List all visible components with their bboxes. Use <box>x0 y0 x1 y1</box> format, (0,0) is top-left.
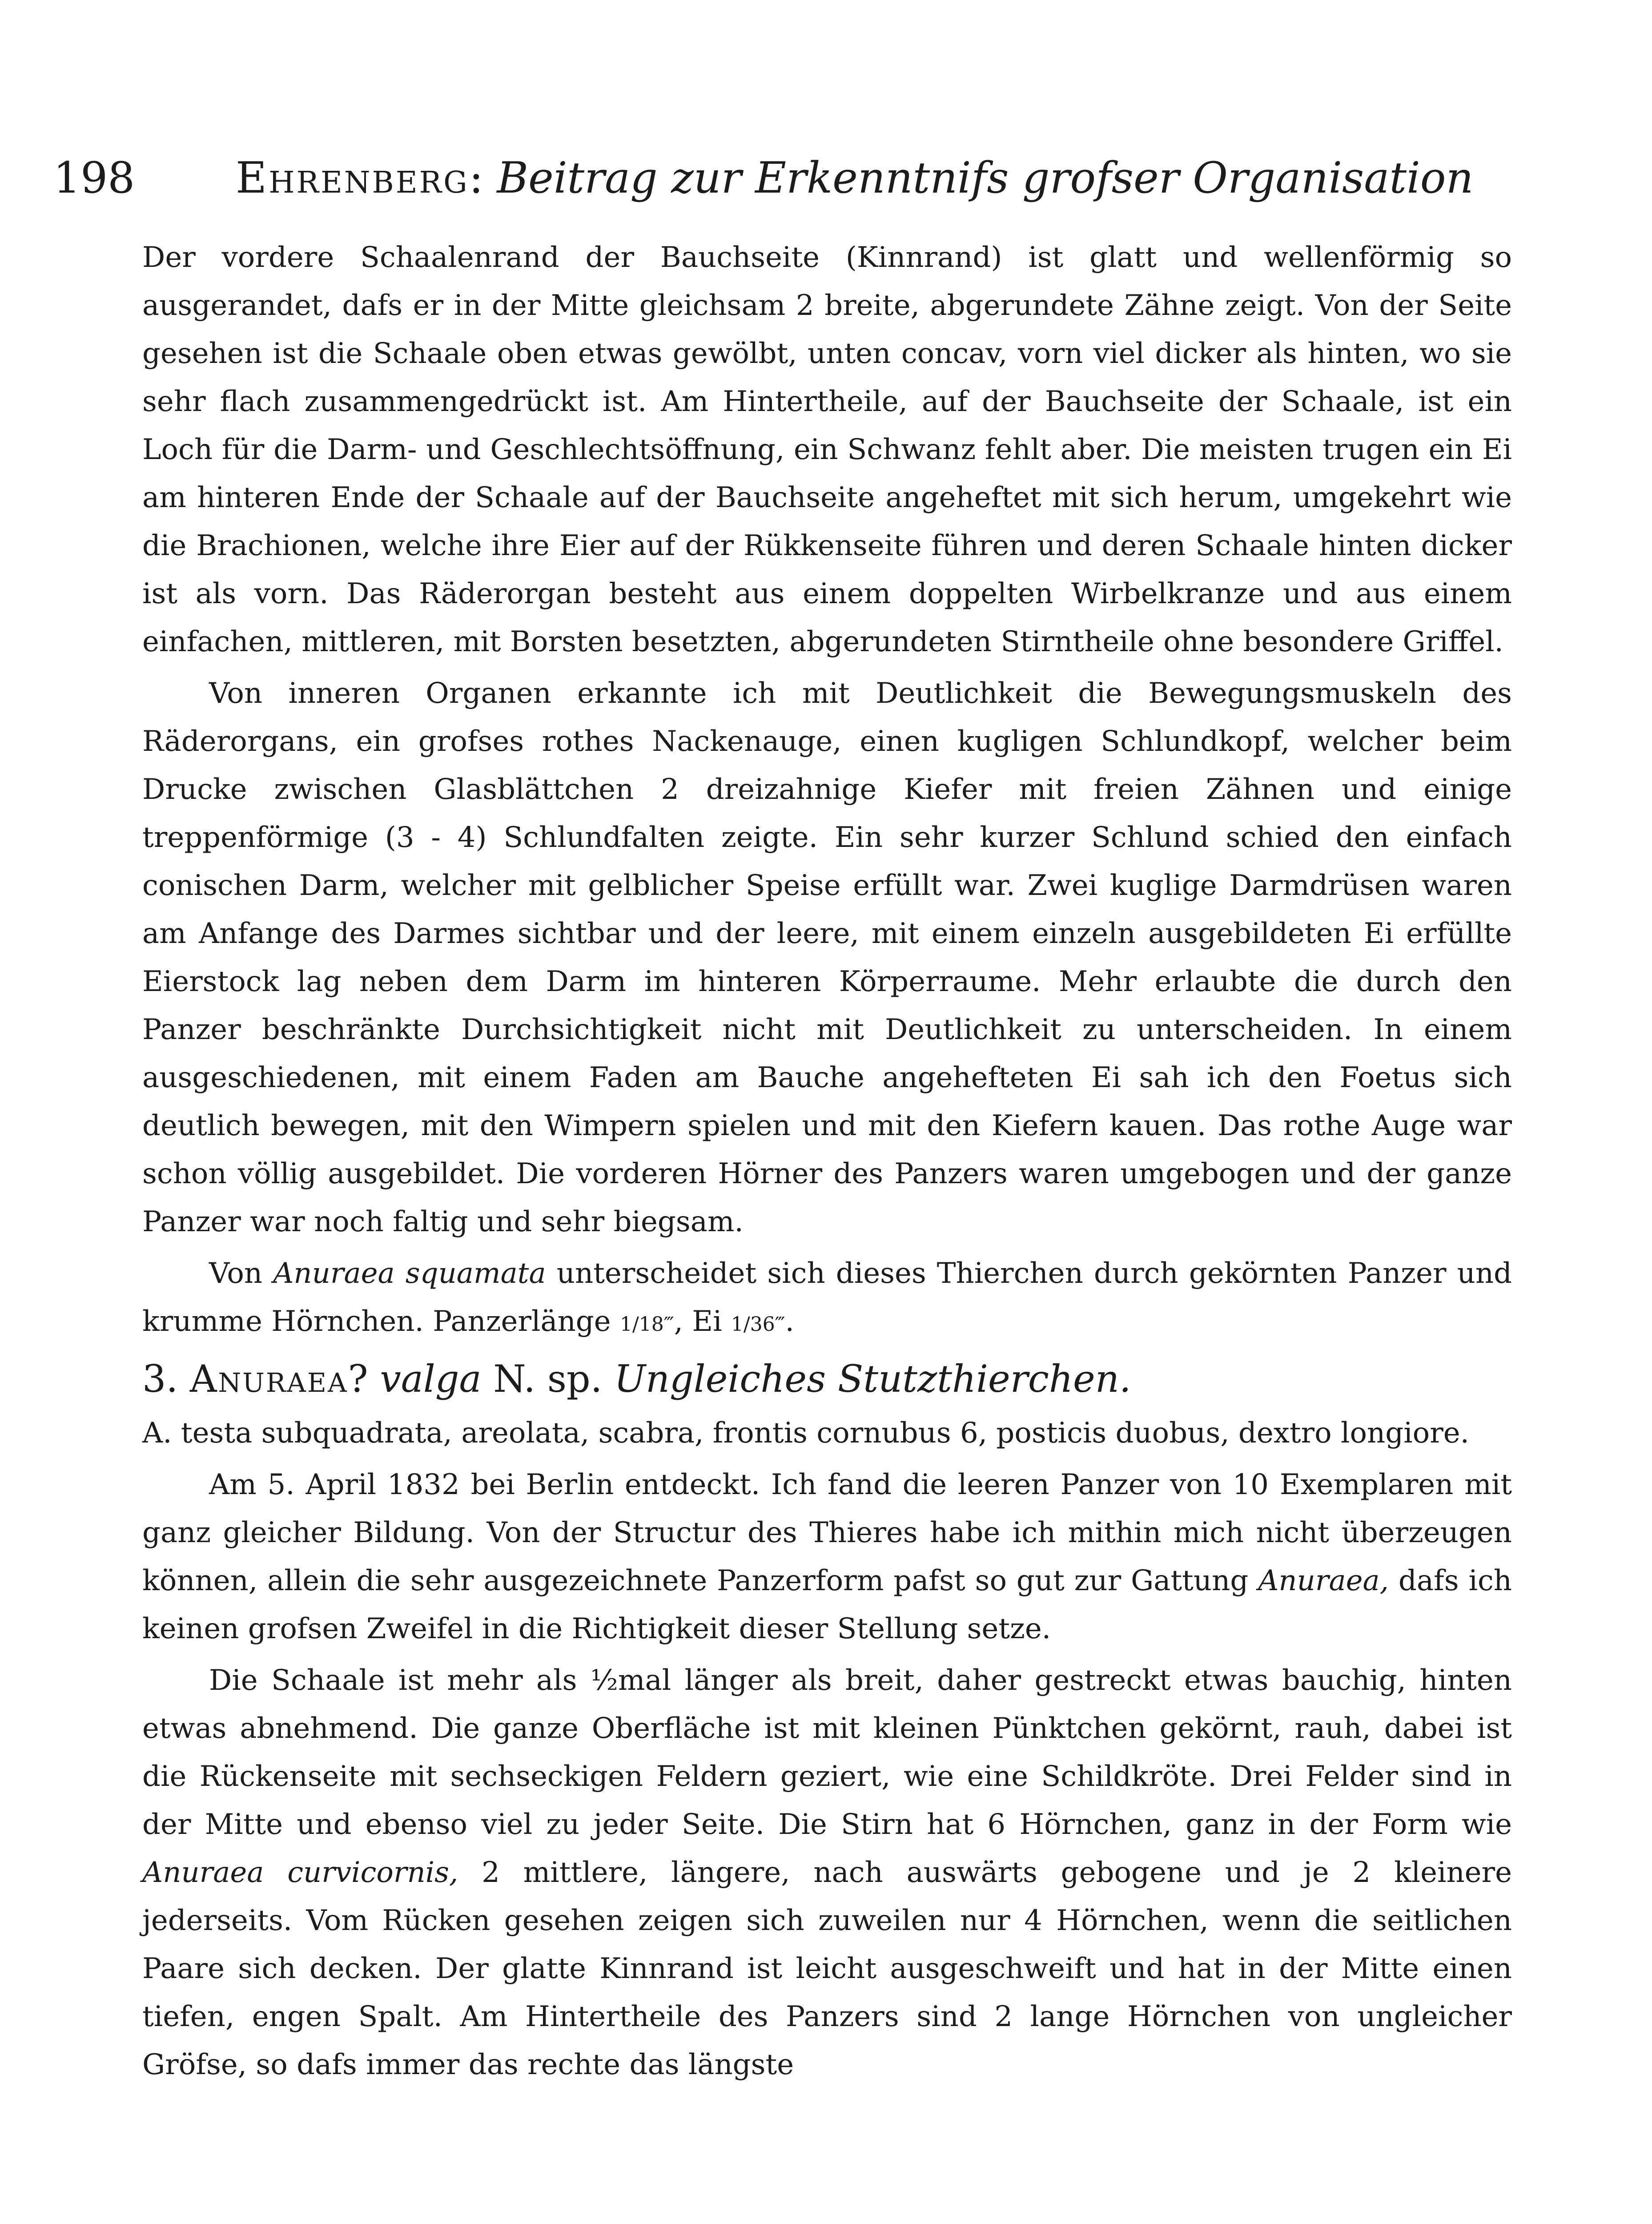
header-title-line <box>236 147 1473 209</box>
paragraph-3: Von Anuraea squamata unterscheidet sich dieses Thierchen durch gekörnten Panzer und krumme Hörnchen. Panzerlänge 1/18‴, Ei 1/36‴. <box>142 1257 1512 1338</box>
species-reference-curvicornis: Anuraea curvicornis, <box>142 1856 458 1889</box>
species-common-name: Ungleiches Stutzthierchen. <box>614 1357 1131 1401</box>
paragraph-2: Von inneren Organen erkannte ich mit Deutlichkeit die Bewegungsmuskeln des Räderorgans, ein grofses rothes Nackenauge, einen kugligen Schlundkopf, welcher beim Drucke zwischen Glasblättchen 2 dreizahnige Kiefer mit freien Zähnen und einige treppenförmige (3 - 4) Schlundfalten zeigte. Ein sehr kurzer Schlund schied den einfach conischen Darm, welcher mit gelblicher Speise erfüllt war. Zwei kuglige Darmdrüsen waren am Anfange des Darmes sichtbar und der leere, mit einem einzeln ausgebildeten Ei erfüllte Eierstock lag neben dem Darm im hinteren Körperraume. Mehr erlaubte die durch den Panzer beschränkte Durchsichtigkeit nicht mit Deutlichkeit zu unterscheiden. In einem ausgeschiedenen, mit einem Faden am Bauche angehefteten Ei sah ich den Foetus sich deutlich bewegen, mit den Wimpern spielen und mit den Kiefern kauen. Das rothe Auge war schon völlig ausgebildet. Die vorderen Hörner des Panzers waren umgebogen und der ganze Panzer war noch faltig und sehr biegsam. <box>142 677 1512 1238</box>
species-diagnosis: A. testa subquadrata, areolata, scabra, frontis cornubus 6, posticis duobus, dextro longiore. <box>142 1417 1469 1450</box>
species-nsp: N. sp. <box>493 1357 603 1401</box>
page-number: 198 <box>53 153 135 203</box>
paragraph-1: Der vordere Schaalenrand der Bauchseite (Kinnrand) ist glatt und wellenförmig so ausgerandet, dafs er in der Mitte gleichsam 2 breite, abgerundete Zähne zeigt. Von der Seite gesehen ist die Schaale oben etwas gewölbt, unten concav, vorn viel dicker als hinten, wo sie sehr flach zusammengedrückt ist. Am Hintertheile, auf der Bauchseite der Schaale, ist ein Loch für die Darm- und Geschlechtsöffnung, ein Schwanz fehlt aber. Die meisten trugen ein Ei am hinteren Ende der Schaale auf der Bauchseite angeheftet mit sich herum, umgekehrt wie die Brachionen, welche ihre Eier auf der Rükkenseite führen und deren Schaale hinten dicker ist als vorn. Das Räderorgan besteht aus einem doppelten Wirbelkranze und aus einem einfachen, mittleren, mit Borsten besetzten, abgerundeten Stirntheile ohne besondere Griffel. <box>142 241 1512 658</box>
genus-reference: Anuraea, <box>1258 1564 1389 1597</box>
fraction-half: ½ <box>590 1664 618 1697</box>
running-header <box>53 147 1474 209</box>
body-text <box>142 234 1512 2089</box>
header-separator: : <box>469 153 483 203</box>
article-title: Beitrag zur Erkenntnifs grofser Organisation <box>497 153 1474 203</box>
author-name: Ehrenberg <box>236 153 469 203</box>
paragraph-5: Die Schaale ist mehr als ½mal länger als breit, daher gestreckt etwas bauchig, hinten etwas abnehmend. Die ganze Oberfläche ist mit kleinen Pünktchen gekörnt, rauh, dabei ist die Rückenseite mit sechseckigen Feldern geziert, wie eine Schildkröte. Drei Felder sind in der Mitte und ebenso viel zu jeder Seite. Die Stirn hat 6 Hörnchen, ganz in der Form wie Anuraea curvicornis, 2 mittlere, längere, nach auswärts gebogene und je 2 kleinere jederseits. Vom Rücken gesehen zeigen sich zuweilen nur 4 Hörnchen, wenn die seitlichen Paare sich decken. Der glatte Kinnrand ist leicht ausgeschweift und hat in der Mitte einen tiefen, engen Spalt. Am Hintertheile des Panzers sind 2 lange Hörnchen von ungleicher Gröfse, so dafs immer das rechte das längste <box>142 1664 1512 2081</box>
species-genus: Anuraea <box>189 1357 348 1401</box>
species-number: 3. <box>142 1357 178 1401</box>
fraction-length: 1/18‴ <box>619 1313 674 1336</box>
species-reference: Anuraea squamata <box>273 1257 546 1290</box>
paragraph-4: Am 5. April 1832 bei Berlin entdeckt. Ich fand die leeren Panzer von 10 Exemplaren mit ganz gleicher Bildung. Von der Structur des Thieres habe ich mithin mich nicht überzeugen können, allein die sehr ausgezeichnete Panzerform pafst so gut zur Gattung Anuraea, dafs ich keinen grofsen Zweifel in die Richtigkeit dieser Stellung setze. <box>142 1468 1512 1645</box>
fraction-egg: 1/36‴ <box>731 1313 785 1336</box>
species-heading: 3. Anuraea? valga N. sp. Ungleiches Stutzthierchen. <box>142 1357 1131 1401</box>
species-epithet: valga <box>380 1357 482 1401</box>
